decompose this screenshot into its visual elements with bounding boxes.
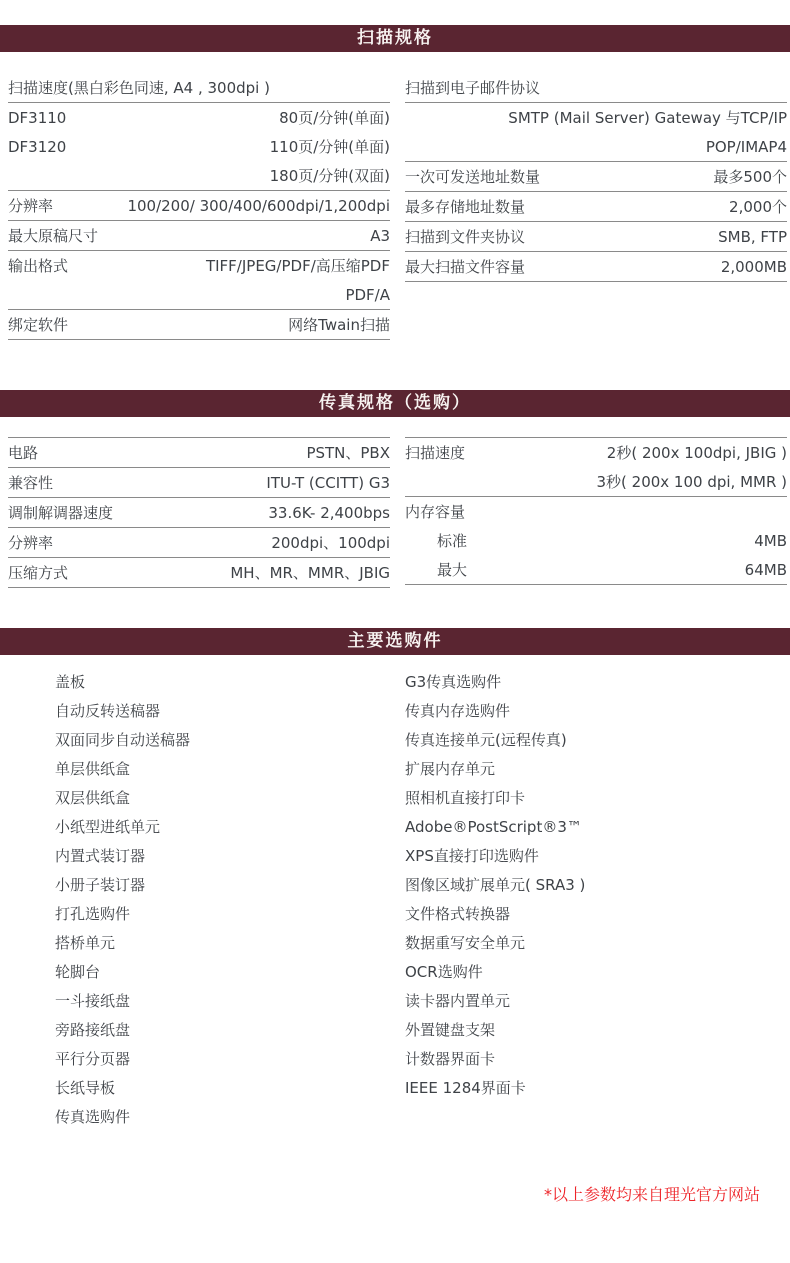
spec-label: 标准	[437, 532, 468, 550]
spec-line	[405, 132, 787, 161]
spec-row	[8, 221, 390, 251]
spec-value: 2秒( 200x 100dpi, JBIG )	[606, 444, 787, 462]
spec-line	[8, 251, 390, 280]
options-lists	[0, 668, 790, 1132]
option-item: 扩展内存单元	[405, 760, 496, 778]
spec-value: 80页/分钟(单面)	[279, 109, 390, 127]
spec-value: ITU-T (CCITT) G3	[266, 473, 390, 492]
option-item: 盖板	[55, 673, 86, 691]
options-list-right	[405, 668, 790, 1132]
option-item: 小纸型进纸单元	[55, 818, 161, 836]
option-item: 平行分页器	[55, 1050, 131, 1068]
spec-line	[405, 73, 787, 102]
spec-line	[8, 161, 390, 190]
spec-line	[8, 468, 390, 497]
spec-value: PSTN、PBX	[306, 444, 390, 462]
spec-line	[8, 191, 390, 220]
option-item: 打孔选购件	[55, 905, 131, 923]
option-item: 计数器界面卡	[405, 1050, 496, 1068]
spec-label: 调制解调器速度	[8, 504, 114, 522]
spec-row	[405, 222, 787, 252]
spec-row	[405, 438, 787, 497]
spec-group-header-row	[8, 73, 390, 103]
option-item: 图像区域扩展单元( SRA3 )	[405, 876, 586, 894]
option-item: G3传真选购件	[405, 673, 502, 691]
spec-line	[8, 498, 390, 527]
spec-label: DF3110	[8, 108, 67, 127]
spec-line	[405, 497, 787, 526]
option-item: Adobe®PostScript®3™	[405, 818, 582, 836]
section-title: 传真规格（选购）	[319, 393, 471, 413]
spec-row	[405, 103, 787, 162]
fax-spec-table-right	[405, 437, 787, 588]
spec-label: 扫描到电子邮件协议	[405, 79, 541, 97]
spec-value: A3	[370, 226, 390, 245]
spec-line	[405, 162, 787, 191]
option-item: 小册子装订器	[55, 876, 146, 894]
spec-row	[8, 528, 390, 558]
spec-label: 最多存储地址数量	[405, 198, 526, 216]
option-item: 长纸导板	[55, 1079, 116, 1097]
option-item: 传真选购件	[55, 1108, 131, 1126]
spec-label: 最大	[437, 561, 468, 579]
option-item: 双层供纸盒	[55, 789, 131, 807]
spec-value: 2,000MB	[720, 257, 787, 276]
options-list-left	[0, 668, 405, 1132]
spec-row	[8, 251, 390, 310]
option-item: 数据重写安全单元	[405, 934, 526, 952]
spec-label: 输出格式	[8, 257, 69, 275]
spec-label: 内存容量	[405, 503, 466, 521]
spec-value: 180页/分钟(双面)	[269, 167, 390, 185]
option-item: 自动反转送稿器	[55, 702, 161, 720]
spec-line	[8, 132, 390, 161]
spec-line	[8, 103, 390, 132]
source-note: *以上参数均来自理光官方网站	[543, 1185, 760, 1204]
spec-label: DF3120	[8, 137, 67, 156]
spec-line	[405, 252, 787, 281]
spec-label: 压缩方式	[8, 564, 69, 582]
spec-value: 最多500个	[713, 168, 787, 186]
option-item: 搭桥单元	[55, 934, 116, 952]
spec-row	[405, 192, 787, 222]
section-header-scan	[0, 25, 790, 52]
option-item: 传真连接单元(远程传真)	[405, 731, 567, 749]
spec-row	[405, 497, 787, 585]
spec-value: PDF/A	[345, 285, 390, 304]
spec-line	[8, 558, 390, 587]
spec-line	[405, 467, 787, 496]
spec-row	[8, 191, 390, 221]
section-header-options	[0, 628, 790, 655]
option-item: 轮脚台	[55, 963, 101, 981]
spec-value: SMTP (Mail Server) Gateway 与TCP/IP	[508, 109, 787, 127]
spec-row	[8, 498, 390, 528]
scan-spec-table-left	[8, 73, 390, 340]
option-item: 文件格式转换器	[405, 905, 511, 923]
spec-label: 分辨率	[8, 534, 54, 552]
spec-label: 扫描速度(黑白彩色同速, A4 , 300dpi )	[8, 79, 270, 97]
spec-row	[8, 103, 390, 191]
option-item: 读卡器内置单元	[405, 992, 511, 1010]
spec-label: 扫描到文件夹协议	[405, 228, 526, 246]
spec-value: 3秒( 200x 100 dpi, MMR )	[596, 473, 787, 491]
option-item: 传真内存选购件	[405, 702, 511, 720]
spec-value: 200dpi、100dpi	[271, 534, 390, 552]
spec-row	[8, 438, 390, 468]
spec-value: 4MB	[754, 531, 787, 550]
option-item: 单层供纸盒	[55, 760, 131, 778]
option-item: 一斗接纸盘	[55, 992, 131, 1010]
option-item: 双面同步自动送稿器	[55, 731, 191, 749]
spec-line	[405, 555, 787, 584]
spec-label: 电路	[8, 444, 39, 462]
spec-label: 绑定软件	[8, 316, 69, 334]
spec-row	[405, 162, 787, 192]
spec-row	[8, 558, 390, 588]
option-item: 照相机直接打印卡	[405, 789, 526, 807]
option-item: 旁路接纸盘	[55, 1021, 131, 1039]
spec-label: 最大扫描文件容量	[405, 258, 526, 276]
spec-value: SMB, FTP	[718, 227, 787, 246]
spec-value: MH、MR、MMR、JBIG	[230, 564, 390, 582]
spec-row	[405, 252, 787, 282]
spec-value: 100/200/ 300/400/600dpi/1,200dpi	[127, 196, 390, 215]
option-item: XPS直接打印选购件	[405, 847, 539, 865]
spec-line	[405, 526, 787, 555]
spec-line	[405, 103, 787, 132]
spec-value: 110页/分钟(单面)	[269, 138, 390, 156]
spec-line	[405, 192, 787, 221]
option-item: OCR选购件	[405, 963, 483, 981]
spec-value: 64MB	[744, 560, 787, 579]
option-item: IEEE 1284界面卡	[405, 1079, 526, 1097]
spec-label: 最大原稿尺寸	[8, 227, 99, 245]
fax-spec-tables	[8, 437, 787, 588]
spec-value: 33.6K- 2,400bps	[268, 503, 390, 522]
section-title: 扫描规格	[357, 28, 433, 48]
fax-spec-table-left	[8, 437, 390, 588]
spec-label: 扫描速度	[405, 444, 466, 462]
spec-line	[8, 528, 390, 557]
scan-spec-tables	[8, 73, 787, 340]
spec-line	[8, 438, 390, 467]
spec-line	[8, 221, 390, 250]
option-item: 内置式装订器	[55, 847, 146, 865]
spec-value: 2,000个	[729, 198, 787, 216]
spec-line	[8, 280, 390, 309]
spec-label: 分辨率	[8, 197, 54, 215]
spec-label: 兼容性	[8, 474, 54, 492]
spec-value: TIFF/JPEG/PDF/高压缩PDF	[205, 257, 390, 275]
spec-label: 一次可发送地址数量	[405, 168, 541, 186]
spec-value: 网络Twain扫描	[288, 316, 390, 334]
spec-line	[405, 438, 787, 467]
spec-row	[8, 310, 390, 340]
option-item: 外置键盘支架	[405, 1021, 496, 1039]
spec-group-header-row	[405, 73, 787, 103]
spec-line	[8, 310, 390, 339]
section-header-fax	[0, 390, 790, 417]
spec-line	[8, 73, 390, 102]
spec-row	[8, 468, 390, 498]
spec-line	[405, 222, 787, 251]
section-title: 主要选购件	[347, 631, 443, 651]
spec-value: POP/IMAP4	[705, 137, 787, 156]
scan-spec-table-right	[405, 73, 787, 340]
